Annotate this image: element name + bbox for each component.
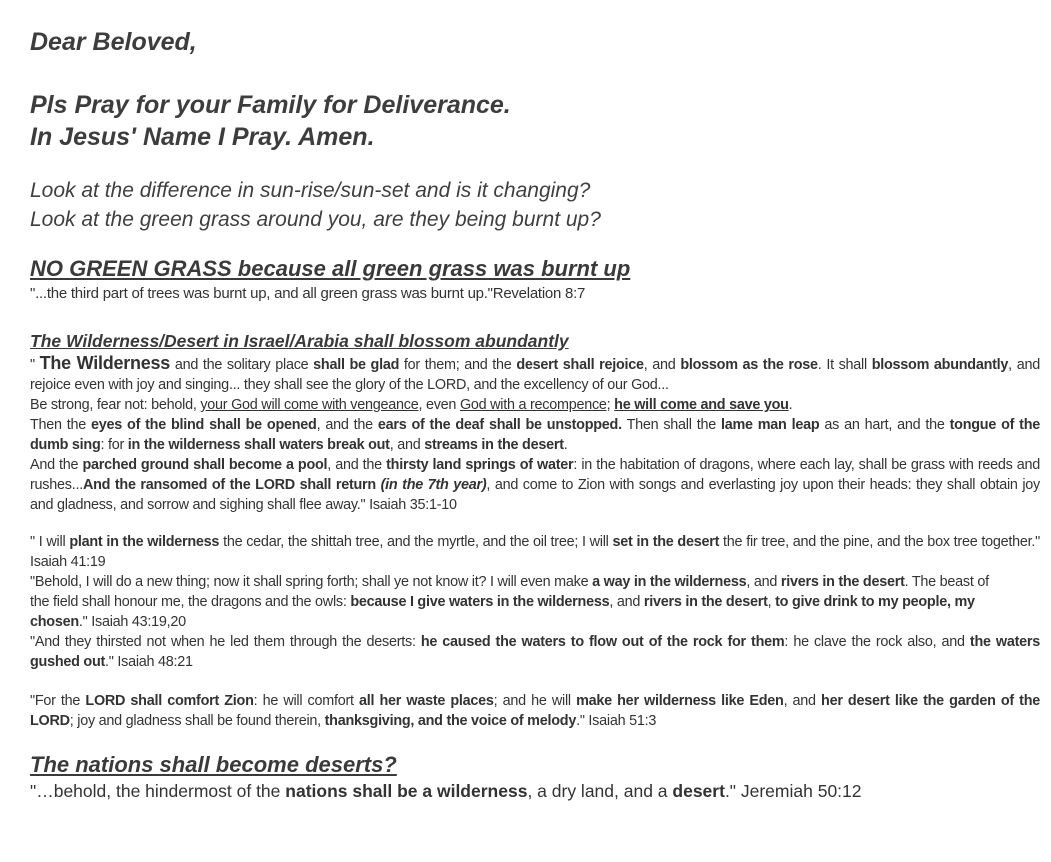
question-line-2: Look at the green grass around you, are they being burnt up? bbox=[30, 208, 601, 231]
prayer-block bbox=[30, 89, 511, 153]
text-run: God with a recompence; bbox=[459, 397, 611, 413]
text-run: , and bbox=[746, 574, 781, 590]
isaiah-41-passage bbox=[30, 532, 1040, 572]
text-run: the cedar, the shittah tree, and the myrtle, and the oil tree; I will bbox=[219, 534, 613, 550]
greeting: Dear Beloved, bbox=[30, 28, 197, 56]
text-run: rivers in the desert bbox=[643, 594, 768, 610]
text-run: , and bbox=[609, 594, 644, 610]
text-run: your God will come with vengeance bbox=[200, 397, 419, 413]
isaiah-35-passage bbox=[30, 353, 1040, 515]
text-run: , and rejoice even with joy and singing... they shall see the glory of the LORD, and the excellency of our God... bbox=[30, 357, 1040, 393]
text-run: shall be glad bbox=[313, 357, 400, 373]
text-run: . bbox=[563, 437, 568, 453]
text-run: blossom as the rose bbox=[680, 357, 818, 373]
text-run: , a dry land, and a bbox=[527, 781, 673, 801]
text-run: to give drink to my people, my chosen bbox=[30, 594, 975, 630]
text-run: , bbox=[767, 594, 776, 610]
text-run: , and bbox=[783, 693, 822, 709]
section2-heading: The Wilderness/Desert in Israel/Arabia shall blossom abundantly bbox=[30, 331, 569, 351]
text-run: LORD shall comfort Zion bbox=[85, 693, 254, 709]
text-run: set in the desert bbox=[612, 534, 720, 550]
text-run: plant in the wilderness bbox=[69, 534, 220, 550]
text-run: "…behold, the hindermost of the bbox=[30, 781, 286, 801]
text-run: : in the habitation of dragons, where each lay, shall be grass with reeds and rushes... bbox=[30, 457, 1041, 493]
text-run: . It shall bbox=[817, 357, 872, 373]
text-run: "And they thirsted not when he led them through the deserts: bbox=[30, 634, 421, 650]
text-run: ." Isaiah 51:3 bbox=[576, 713, 657, 729]
text-run: and the solitary place bbox=[170, 357, 314, 373]
text-run: nations shall be a wilderness bbox=[285, 781, 528, 801]
text-run: (in the 7th year) bbox=[380, 477, 487, 493]
isaiah-48-passage bbox=[30, 632, 1040, 672]
text-run: for them; and the bbox=[399, 357, 517, 373]
text-run: , and bbox=[643, 357, 681, 373]
text-run: all her waste places bbox=[359, 693, 494, 709]
section3-heading: The nations shall become deserts? bbox=[30, 752, 397, 777]
text-run: blossom abundantly bbox=[871, 357, 1009, 373]
text-run: : he clave the rock also, and bbox=[784, 634, 970, 650]
text-run: . The beast of the field shall honour me, the dragons and the owls: bbox=[30, 574, 989, 610]
text-run: "For the bbox=[30, 693, 86, 709]
text-run: her desert like the garden of the LORD bbox=[30, 693, 1041, 729]
text-run: he caused the waters to flow out of the rock for them bbox=[420, 634, 785, 650]
section1-heading: NO GREEN GRASS because all green grass was burnt up bbox=[30, 256, 631, 281]
text-run: he will come and save you bbox=[614, 397, 789, 413]
isaiah-43-passage bbox=[30, 572, 1010, 632]
text-run: make her wilderness like Eden bbox=[576, 693, 784, 709]
text-run: eyes of the blind shall be opened bbox=[91, 417, 317, 433]
text-run: , and come to Zion with songs and everlasting joy upon their heads: they shall obtain joy and gladness, and sorrow and sighing shall flee away." Isaiah 35:1-10 bbox=[30, 477, 1040, 513]
isaiah-51-passage bbox=[30, 691, 1040, 731]
text-run: rivers in the desert bbox=[780, 574, 905, 590]
text-run: lame man leap bbox=[720, 417, 820, 433]
text-run: , and the bbox=[327, 457, 387, 473]
text-run: thanksgiving, and the voice of melody bbox=[324, 713, 577, 729]
text-run: ." Jeremiah 50:12 bbox=[724, 781, 862, 801]
text-run: ; and he will bbox=[493, 693, 577, 709]
text-run: the waters gushed out bbox=[30, 634, 1041, 670]
text-run: , and bbox=[389, 437, 425, 453]
text-run: ; joy and gladness shall be found therein, bbox=[69, 713, 325, 729]
question-line-1: Look at the difference in sun-rise/sun-set and is it changing? bbox=[30, 179, 591, 202]
text-run: . bbox=[788, 397, 793, 413]
text-run: " bbox=[30, 357, 40, 373]
text-run: " I will bbox=[30, 534, 70, 550]
text-run: in the wilderness shall waters break out bbox=[127, 437, 390, 453]
text-run: the fir tree, and the pine, and the box tree together." Isaiah 41:19 bbox=[30, 534, 1040, 570]
text-run: , and the bbox=[316, 417, 378, 433]
questions-block bbox=[30, 176, 601, 234]
text-run: : for bbox=[100, 437, 128, 453]
text-run: The Wilderness bbox=[39, 353, 171, 373]
prayer-line-2: In Jesus' Name I Pray. Amen. bbox=[30, 123, 375, 151]
text-run: ." Isaiah 43:19,20 bbox=[78, 614, 186, 630]
text-run: And the ransomed of the LORD shall return bbox=[82, 477, 376, 493]
text-run: a way in the wilderness bbox=[592, 574, 747, 590]
text-run: "Behold, I will do a new thing; now it shall spring forth; shall ye not know it? I will even make bbox=[30, 574, 593, 590]
text-run: because I give waters in the wilderness bbox=[350, 594, 610, 610]
text-run: And the bbox=[30, 457, 83, 473]
text-run: ears of the deaf shall be unstopped. bbox=[377, 417, 622, 433]
text-run: tongue of the dumb sing bbox=[30, 417, 1041, 453]
text-run: Then the bbox=[30, 417, 92, 433]
text-run: desert bbox=[672, 781, 725, 801]
text-run: ." Isaiah 48:21 bbox=[105, 654, 193, 670]
text-run: , even bbox=[418, 397, 460, 413]
revelation-quote: "...the third part of trees was burnt up, and all green grass was burnt up."Revelation 8:7 bbox=[30, 285, 586, 302]
text-run: : he will comfort bbox=[253, 693, 360, 709]
text-run: desert shall rejoice bbox=[516, 357, 644, 373]
text-run: parched ground shall become a pool bbox=[82, 457, 328, 473]
text-run: Be strong, fear not: behold, bbox=[30, 397, 201, 413]
jeremiah-quote bbox=[30, 780, 862, 802]
text-run: as an hart, and the bbox=[819, 417, 950, 433]
text-run: Then shall the bbox=[621, 417, 721, 433]
text-run: streams in the desert bbox=[424, 437, 564, 453]
text-run: thirsty land springs of water bbox=[386, 457, 574, 473]
prayer-line-1: Pls Pray for your Family for Deliverance. bbox=[30, 91, 511, 119]
